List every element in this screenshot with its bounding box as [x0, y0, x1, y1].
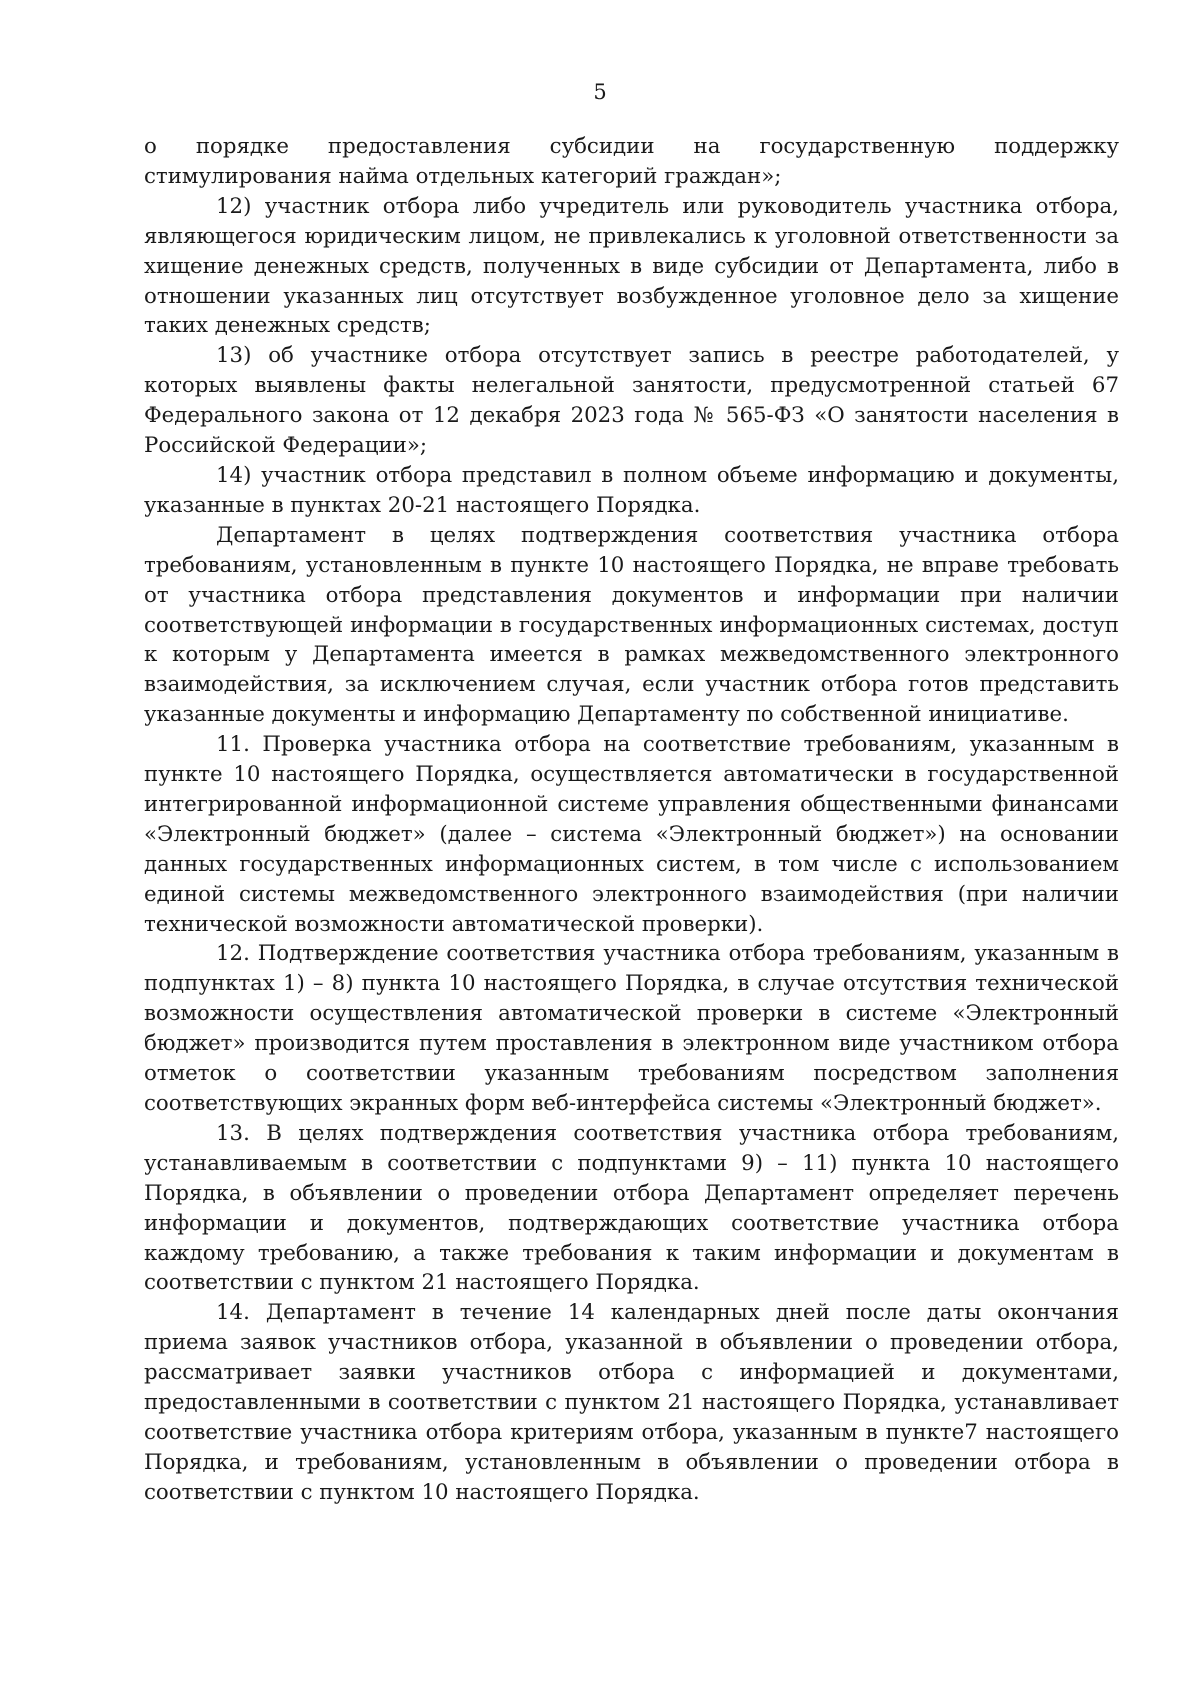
paragraph-continuation: о порядке предоставления субсидии на государственную поддержку стимулирования найма отдельных категорий граждан»;	[144, 134, 1119, 189]
paragraph-clause-13: 13. В целях подтверждения соответствия участника отбора требованиям, устанавливаемым в соответствии с подпунктами 9) – 11) пункта 10 настоящего Порядка, в объявлении о проведении отбора Департамент определяет перечень информации и документов, подтверждающих соответствие участника отбора каждому требованию, а также требования к таким информации и документам в соответствии с пунктом 21 настоящего Порядка.	[144, 1120, 1119, 1296]
paragraph-clause-11: 11. Проверка участника отбора на соответствие требованиям, указанным в пункте 10 настоящего Порядка, осуществляется автоматически в государственной интегрированной информационной системе управления общественными финансами «Электронный бюджет» (далее – система «Электронный бюджет») на основании данных государственных информационных систем, в том числе с использованием единой системы межведомственного электронного взаимодействия (при наличии технической возможности автоматической проверки).	[144, 732, 1119, 937]
paragraph-item-14: 14) участник отбора представил в полном объеме информацию и документы, указанные в пунктах 20-21 настоящего Порядка.	[144, 462, 1119, 518]
paragraph-item-13: 13) об участнике отбора отсутствует запись в реестре работодателей, у которых выявлены факты нелегальной занятости, предусмотренной статьей 67 Федерального закона от 12 декабря 2023 года № 565-ФЗ «О занятости населения в Российской Федерации»;	[144, 343, 1119, 459]
paragraph-clause-12: 12. Подтверждение соответствия участника отбора требованиям, указанным в подпунктах 1) – 8) пункта 10 настоящего Порядка, в случае отсутствия технической возможности осуществления автоматической проверки в системе «Электронный бюджет» производится путем проставления в электронном виде участником отбора отметок о соответствии указанным требованиям посредством заполнения соответствующих экранных форм веб-интерфейса системы «Электронный бюджет».	[144, 941, 1119, 1116]
paragraph-department-note: Департамент в целях подтверждения соответствия участника отбора требованиям, установленным в пункте 10 настоящего Порядка, не вправе требовать от участника отбора представления документов и информации при наличии соответствующей информации в государственных информационных системах, доступ к которым у Департамента имеется в рамках межведомственного электронного взаимодействия, за исключением случая, если участник отбора готов представить указанные документы и информацию Департаменту по собственной инициативе.	[144, 522, 1119, 728]
page-number: 5	[593, 80, 607, 104]
document-body	[144, 132, 1119, 1508]
paragraph-clause-14: 14. Департамент в течение 14 календарных дней после даты окончания приема заявок участников отбора, указанной в объявлении о проведении отбора, рассматривает заявки участников отбора с информацией и документами, предоставленными в соответствии с пунктом 21 настоящего Порядка, устанавливает соответствие участника отбора критериям отбора, указанным в пункте7 настоящего Порядка, и требованиям, установленным в объявлении о проведении отбора в соответствии с пунктом 10 настоящего Порядка.	[144, 1300, 1119, 1505]
paragraph-item-12: 12) участник отбора либо учредитель или руководитель участника отбора, являющегося юридическим лицом, не привлекались к уголовной ответственности за хищение денежных средств, полученных в виде субсидии от Департамента, либо в отношении указанных лиц отсутствует возбужденное уголовное дело за хищение таких денежных средств;	[144, 193, 1119, 339]
